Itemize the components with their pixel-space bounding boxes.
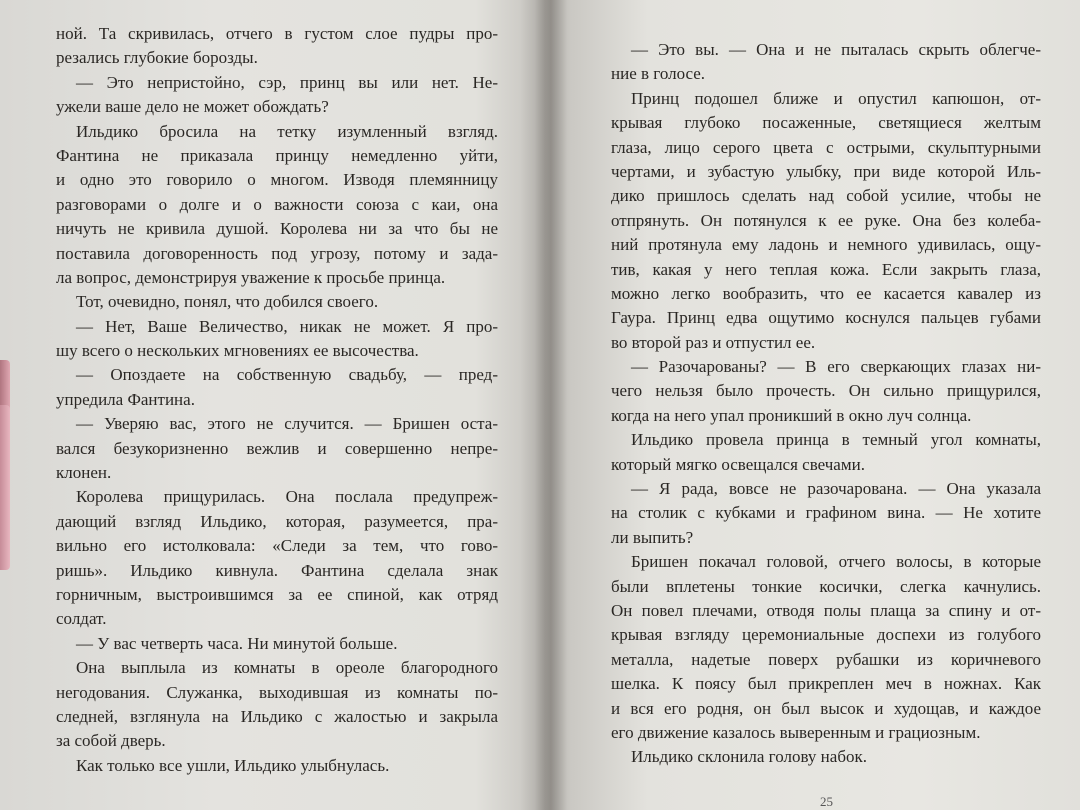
text-line: Как только все ушли, Ильдико улыбнулась. — [76, 755, 390, 775]
text-line: — Это непристойно, сэр, принц вы или нет. Не- — [76, 72, 498, 92]
text-line: металла, надетые поверх рубашки из коричневого — [611, 649, 1041, 669]
text-line: — Я рада, вовсе не разочарована. — Она указала — [631, 479, 1041, 499]
text-line: клонен. — [56, 463, 112, 483]
text-line: дико пришлось сделать над собой усилие, чтобы не — [611, 186, 1041, 206]
text-line: шу всего о нескольких мгновениях ее высочества. — [56, 341, 419, 361]
text-line: можно легко вообразить, что ее касается кавалер из — [611, 283, 1041, 303]
text-line: следней, взглянула на Ильдико с жалостью и закрыла — [56, 706, 498, 726]
text-line: — Разочарованы? — В его сверкающих глазах ни- — [631, 357, 1041, 377]
text-line: крывая взгляду церемониальные доспехи из голубого — [611, 625, 1041, 645]
text-line: Гаура. Принц едва ощутимо коснулся пальцев губами — [611, 308, 1041, 328]
text-line: чего нельзя было прочесть. Он сильно прищурился, — [611, 381, 1041, 401]
text-line: Фантина не приказала принцу немедленно уйти, — [56, 145, 498, 165]
text-line: Она выплыла из комнаты в ореоле благородного — [76, 658, 498, 678]
text-line: крывая глубоко посаженные, светящиеся желтым — [611, 113, 1041, 133]
text-line: Он повел плечами, отводя полы плаща за спину и от- — [611, 600, 1041, 620]
text-line: дающий взгляд Ильдико, которая, разумеется, пра- — [56, 511, 498, 531]
text-line: ужели ваше дело не может обождать? — [56, 97, 329, 117]
text-line: во второй раз и отпустил ее. — [611, 332, 816, 352]
text-line: — У вас четверть часа. Ни минутой больше. — [76, 633, 398, 653]
text-line: — Опоздаете на собственную свадьбу, — пред- — [76, 365, 498, 385]
text-line: упредила Фантина. — [56, 389, 195, 409]
text-line: глаза, лицо серого цвета с острыми, скульптурными — [611, 137, 1041, 157]
text-line: — Нет, Ваше Величество, никак не может. Я про- — [76, 316, 498, 336]
text-line: отпрянуть. Он потянулся к ее руке. Она без колеба- — [611, 210, 1041, 230]
text-line: когда на него упал проникший в окно луч солнца. — [611, 405, 972, 425]
text-line: Ильдико провела принца в темный угол комнаты, — [631, 430, 1041, 450]
text-line: ний протянула ему ладонь и немного удивилась, ощу- — [611, 235, 1041, 255]
text-line: за собой дверь. — [56, 731, 166, 751]
text-line: Бришен покачал головой, отчего волосы, в которые — [631, 552, 1041, 572]
text-line: Ильдико бросила на тетку изумленный взгляд. — [76, 121, 498, 141]
text-line: — Уверяю вас, этого не случится. — Бришен оста- — [76, 414, 498, 434]
text-line: Принц подошел ближе и опустил капюшон, от- — [631, 88, 1041, 108]
right-page-text — [611, 38, 1041, 770]
text-line: Королева прищурилась. Она послала предупреж- — [76, 487, 498, 507]
right-page — [548, 0, 1080, 810]
text-line: и вся его родня, он был высок и худощав, и каждое — [611, 698, 1041, 718]
text-line: ришь». Ильдико кивнула. Фантина сделала знак — [56, 560, 498, 580]
text-line: тив, какая у него теплая кожа. Если закрыть глаза, — [611, 259, 1041, 279]
text-line: — Это вы. — Она и не пыталась скрыть облегче- — [631, 40, 1041, 59]
text-line: горничным, выстроившимся за ее спиной, как отряд — [56, 584, 498, 604]
text-line: ли выпить? — [611, 527, 694, 547]
bookmark-ribbon-lower — [0, 405, 10, 570]
text-line: негодования. Служанка, выходившая из комнаты по- — [56, 682, 498, 702]
text-line: разговорами о долге и о важности союза с каи, она — [56, 194, 498, 214]
text-line: и одно это говорило о многом. Изводя племянницу — [56, 170, 498, 190]
left-page-text — [56, 22, 498, 778]
text-line: ничуть не кривила душой. Королева ни за что бы не — [56, 219, 498, 239]
text-line: поставила договоренность под угрозу, потому и зада- — [56, 243, 498, 263]
text-line: вильно его истолковала: «Следи за тем, что гово- — [56, 536, 498, 556]
text-line: его движение казалось выверенным и грациозным. — [611, 722, 981, 742]
text-line: резались глубокие борозды. — [56, 48, 258, 68]
text-line: Ильдико склонила голову набок. — [631, 747, 867, 767]
text-line: ла вопрос, демонстрируя уважение к просьбе принца. — [56, 267, 446, 287]
text-line: солдат. — [56, 609, 107, 629]
text-line: на столик с кубками и графином вина. — Не хотите — [611, 503, 1041, 523]
text-line: Тот, очевидно, понял, что добился своего. — [76, 292, 379, 312]
text-line: вался безукоризненно вежлив и совершенно непре- — [56, 438, 498, 458]
text-line: ной. Та скривилась, отчего в густом слое пудры про- — [56, 24, 498, 43]
text-line: шелка. К поясу был прикреплен меч в ножнах. Как — [611, 674, 1041, 694]
text-line: были вплетены тонкие косички, слегка качнулись. — [611, 576, 1041, 596]
page-number: 25 — [820, 794, 833, 809]
text-line: ние в голосе. — [611, 64, 706, 84]
text-line: который мягко освещался свечами. — [611, 454, 865, 474]
text-line: чертами, и зубастую улыбку, при виде которой Иль- — [611, 161, 1041, 181]
